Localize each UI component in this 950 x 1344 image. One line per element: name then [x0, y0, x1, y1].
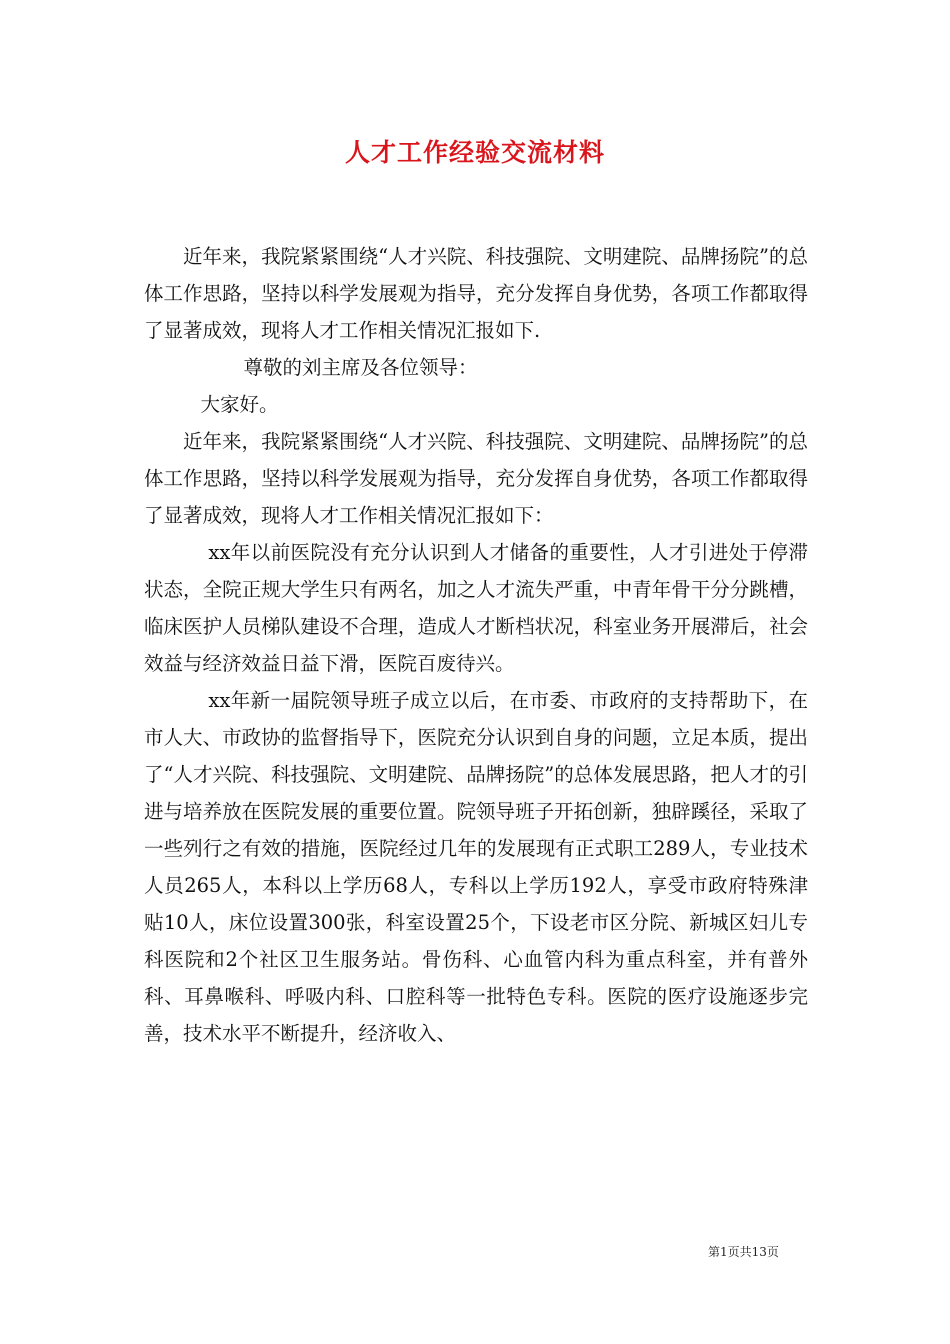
paragraph-intro: 近年来，我院紧紧围绕“人才兴院、科技强院、文明建院、品牌扬院”的总体工作思路，坚持以科学发展观为指导，充分发挥自身优势，各项工作都取得了显著成效，现将人才工作相关情况汇报如下. — [144, 245, 808, 342]
document-body — [144, 238, 808, 1052]
paragraph-overview: 近年来，我院紧紧围绕“人才兴院、科技强院、文明建院、品牌扬院”的总体工作思路，坚持以科学发展观为指导，充分发挥自身优势，各项工作都取得了显著成效，现将人才工作相关情况汇报如下： — [144, 430, 808, 527]
paragraph-history: xx年以前医院没有充分认识到人才储备的重要性，人才引进处于停滞状态，全院正规大学生只有两名，加之人才流失严重，中青年骨干分分跳槽，临床医护人员梯队建设不合理，造成人才断档状况，科室业务开展滞后，社会效益与经济效益日益下滑，医院百废待兴。 — [144, 541, 808, 675]
paragraph-greeting: 大家好。 — [200, 393, 279, 416]
page-number: 第1页共13页 — [708, 1245, 779, 1259]
document-title: 人才工作经验交流材料 — [344, 138, 605, 167]
paragraph-development: xx年新一届院领导班子成立以后，在市委、市政府的支持帮助下，在市人大、市政协的监督指导下，医院充分认识到自身的问题，立足本质，提出了“人才兴院、科技强院、文明建院、品牌扬院”的总体发展思路，把人才的引进与培养放在医院发展的重要位置。院领导班子开拓创新，独辟蹊径，采取了一些列行之有效的措施，医院经过几年的发展现有正式职工289人，专业技术人员265人，本科以上学历68人，专科以上学历192人，享受市政府特殊津贴10人，床位设置300张，科室设置25个，下设老市区分院、新城区妇儿专科医院和2个社区卫生服务站。骨伤科、心血管内科为重点科室，并有普外科、耳鼻喉科、呼吸内科、口腔科等一批特色专科。医院的医疗设施逐步完善，技术水平不断提升，经济收入、 — [144, 689, 808, 1045]
paragraph-salutation: 尊敬的刘主席及各位领导： — [243, 356, 478, 379]
